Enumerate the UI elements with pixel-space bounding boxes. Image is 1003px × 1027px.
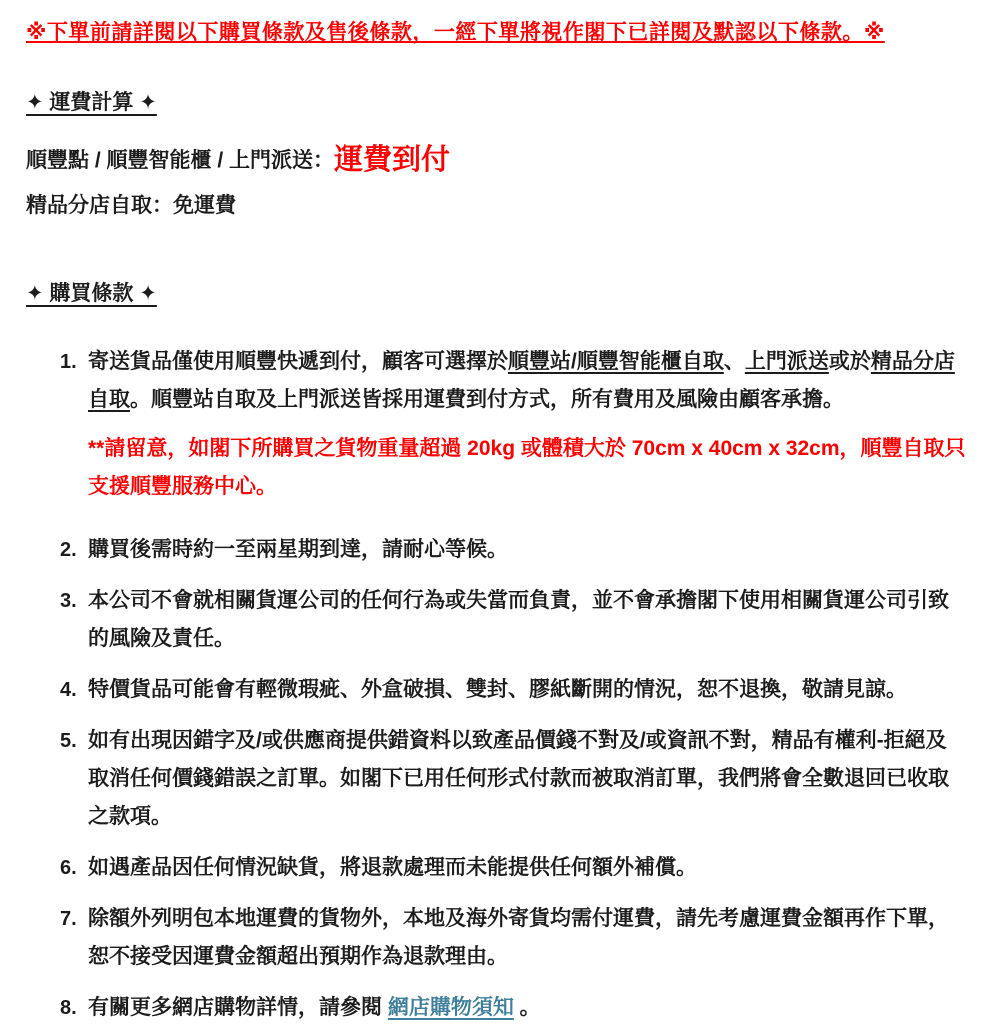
term-content	[88, 582, 966, 658]
term-1-underline-store-pickup: 精品分店自取	[88, 350, 955, 411]
term-item-1	[60, 343, 967, 518]
term-2-text: 購買後需時約一至兩星期到達，請耐心等候。	[88, 538, 508, 561]
store-pickup-line: 精品分店自取：免運費	[26, 194, 236, 217]
shipping-methods-line	[26, 142, 967, 179]
term-7-text: 除額外列明包本地運費的貨物外，本地及海外寄貨均需付運費，請先考慮運費金額再作下單，恕不接受因運費金額超出預期作為退款理由。	[88, 907, 949, 968]
shop-guide-link[interactable]: 網店購物須知	[387, 996, 514, 1019]
term-content	[88, 900, 966, 976]
shipping-section-heading	[26, 90, 967, 116]
term-8-post: 。	[513, 996, 541, 1019]
term-content	[88, 722, 966, 836]
freight-collect-value: 運費到付	[334, 144, 451, 176]
term-1-post: 。順豐站自取及上門派送皆採用運費到付方式，所有費用及風險由顧客承擔。	[130, 388, 844, 411]
shipping-methods-label: 順豐點 / 順豐智能櫃 / 上門派送：	[26, 149, 335, 172]
term-content	[88, 531, 966, 569]
term-6-text: 如遇產品因任何情況缺貨，將退款處理而未能提供任何額外補償。	[88, 856, 697, 879]
term-item-2	[60, 531, 967, 569]
terms-list	[26, 343, 967, 1027]
pre-order-notice: ※下單前請詳閱以下購買條款及售後條款，一經下單將視作閣下已詳閱及默認以下條款。※	[26, 21, 885, 44]
term-content	[88, 849, 966, 887]
term-item-5	[60, 722, 967, 836]
weight-size-warning: **請留意，如閣下所購買之貨物重量超過 20kg 或體積大於 70cm x 40cm x 32cm，順豐自取只支援順豐服務中心。	[88, 437, 966, 498]
term-content	[88, 671, 966, 709]
term-number: 1.	[60, 351, 77, 373]
term-number: 3.	[60, 590, 77, 612]
term-1-pre: 寄送貨品僅使用順豐快遞到付，顧客可選擇於	[88, 350, 508, 373]
term-5-text: 如有出現因錯字及/或供應商提供錯資料以致產品價錢不對及/或資訊不對，精品有權利-拒絕及取消任何價錢錯誤之訂單。如閣下已用任何形式付款而被取消訂單，我們將會全數退回已收取之款項。	[88, 729, 949, 828]
term-1-text	[88, 343, 966, 419]
term-item-7	[60, 900, 967, 976]
term-1-underline-sf-station: 順豐站/順豐智能櫃自取	[508, 350, 724, 373]
term-3-text: 本公司不會就相關貨運公司的任何行為或失當而負責，並不會承擔閣下使用相關貨運公司引致的風險及責任。	[88, 589, 949, 650]
term-number: 6.	[60, 857, 77, 879]
term-8-text	[88, 989, 966, 1027]
term-number: 7.	[60, 908, 77, 930]
terms-section-heading	[26, 281, 967, 307]
term-item-3	[60, 582, 967, 658]
term-1-sep2: 或於	[828, 350, 871, 373]
term-item-8	[60, 989, 967, 1027]
term-1-underline-door-delivery: 上門派送	[744, 350, 829, 373]
term-item-4	[60, 671, 967, 709]
term-8-pre: 有關更多網店購物詳情，請參閱	[88, 996, 388, 1019]
shipping-heading-text: ✦ 運費計算 ✦	[26, 91, 157, 114]
terms-heading-text: ✦ 購買條款 ✦	[26, 282, 157, 305]
term-content	[88, 343, 966, 518]
term-1-sep1: 、	[723, 350, 745, 373]
term-4-text: 特價貨品可能會有輕微瑕疵、外盒破損、雙封、膠紙斷開的情況，恕不退換，敬請見諒。	[88, 678, 907, 701]
term-number: 5.	[60, 730, 77, 752]
term-number: 2.	[60, 539, 77, 561]
term-item-6	[60, 849, 967, 887]
term-number: 4.	[60, 679, 77, 701]
term-content	[88, 989, 966, 1027]
term-number: 8.	[60, 997, 77, 1019]
